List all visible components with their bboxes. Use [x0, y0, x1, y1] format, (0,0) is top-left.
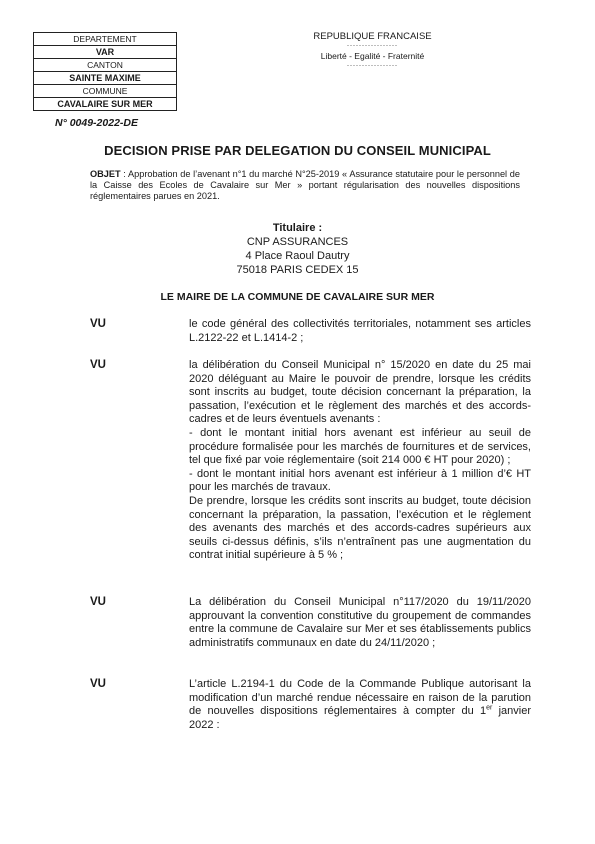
separator: -----------------	[347, 63, 398, 69]
vu-text	[189, 678, 531, 732]
vu-bullet: - dont le montant initial hors avenant est inférieur à 1 million d’€ HT pour les marchés de travaux.	[189, 467, 531, 494]
page-title: DECISION PRISE PAR DELEGATION DU CONSEIL MUNICIPAL	[104, 143, 491, 158]
titulaire-block	[0, 221, 595, 277]
republic-header	[300, 30, 445, 69]
separator: -----------------	[347, 43, 398, 49]
canton-value: SAINTE MAXIME	[34, 72, 176, 85]
vu-label: VU	[90, 318, 106, 330]
vu-text-delegation	[189, 359, 531, 563]
vu-paragraph: De prendre, lorsque les crédits sont inscrits au budget, toute décision concernant la préparation, la passation, l’exécution et le règlement des avenants des marchés et des accords-cadres supérieurs aux seuils ci-dessus définis, s’ils n’entraînent pas une augmentation du contrat initial supérieure à 5 % ;	[189, 494, 531, 562]
titulaire-address-line1: 4 Place Raoul Dautry	[245, 250, 350, 262]
objet-label: OBJET	[90, 169, 121, 179]
republic-title: REPUBLIQUE FRANCAISE	[313, 31, 432, 42]
objet-text: : Approbation de l’avenant n°1 du marché N°25-2019 « Assurance statutaire pour le personnel de la Caisse des Ecoles de Cavalaire sur Mer » portant régularisation des nouvelles dispositions réglementaires parues en 2021.	[90, 169, 520, 201]
titulaire-name: CNP ASSURANCES	[246, 236, 349, 248]
commune-value: CAVALAIRE SUR MER	[57, 99, 153, 109]
department-label: DEPARTEMENT	[34, 33, 176, 46]
administrative-info-table	[33, 32, 177, 111]
republic-motto: Liberté - Egalité - Fraternité	[320, 51, 425, 61]
maire-heading: LE MAIRE DE LA COMMUNE DE CAVALAIRE SUR MER	[160, 291, 435, 303]
vu-text: le code général des collectivités territoriales, notamment ses articles L.2122-22 et L.1414-2 ;	[189, 318, 531, 344]
department-value: VAR	[34, 46, 176, 59]
titulaire-address-line2: 75018 PARIS CEDEX 15	[236, 264, 359, 276]
vu-label: VU	[90, 359, 106, 371]
vu-text-end: janvier 2022 :	[189, 705, 531, 731]
vu-text-main: L’article L.2194-1 du Code de la Commande Publique autorisant la modification d’un marché rendue nécessaire en raison de la parution de nouvelles dispositions réglementaires à compter du 1	[189, 678, 531, 718]
vu-paragraph: la délibération du Conseil Municipal n° 15/2020 en date du 25 mai 2020 déléguant au Maire le pouvoir de prendre, lorsque les crédits sont inscrits au budget, toute décision concernant la préparation, la passation, l’exécution et le règlement des marchés et des accords-cadres et de leurs éventuels avenants :	[189, 359, 531, 426]
vu-label: VU	[90, 678, 106, 690]
titulaire-heading: Titulaire :	[272, 222, 323, 234]
ordinal-superscript: er	[486, 704, 493, 712]
vu-label: VU	[90, 596, 106, 608]
vu-bullet: - dont le montant initial hors avenant est inférieur au seuil de procédure formalisée pour les marchés de fournitures et de services, tel que fixé par voie réglementaire (soit 214 000 € HT pour 2020) ;	[189, 426, 531, 467]
commune-label: COMMUNE	[34, 85, 176, 98]
decision-number: N° 0049-2022-DE	[55, 117, 138, 129]
canton-label: CANTON	[34, 59, 176, 72]
objet-paragraph	[90, 169, 520, 202]
vu-text: La délibération du Conseil Municipal n°117/2020 du 19/11/2020 approuvant la convention constitutive du groupement de commandes entre la commune de Cavalaire sur Mer et ses établissements publics administratifs communaux en date du 24/11/2020 ;	[189, 596, 531, 649]
